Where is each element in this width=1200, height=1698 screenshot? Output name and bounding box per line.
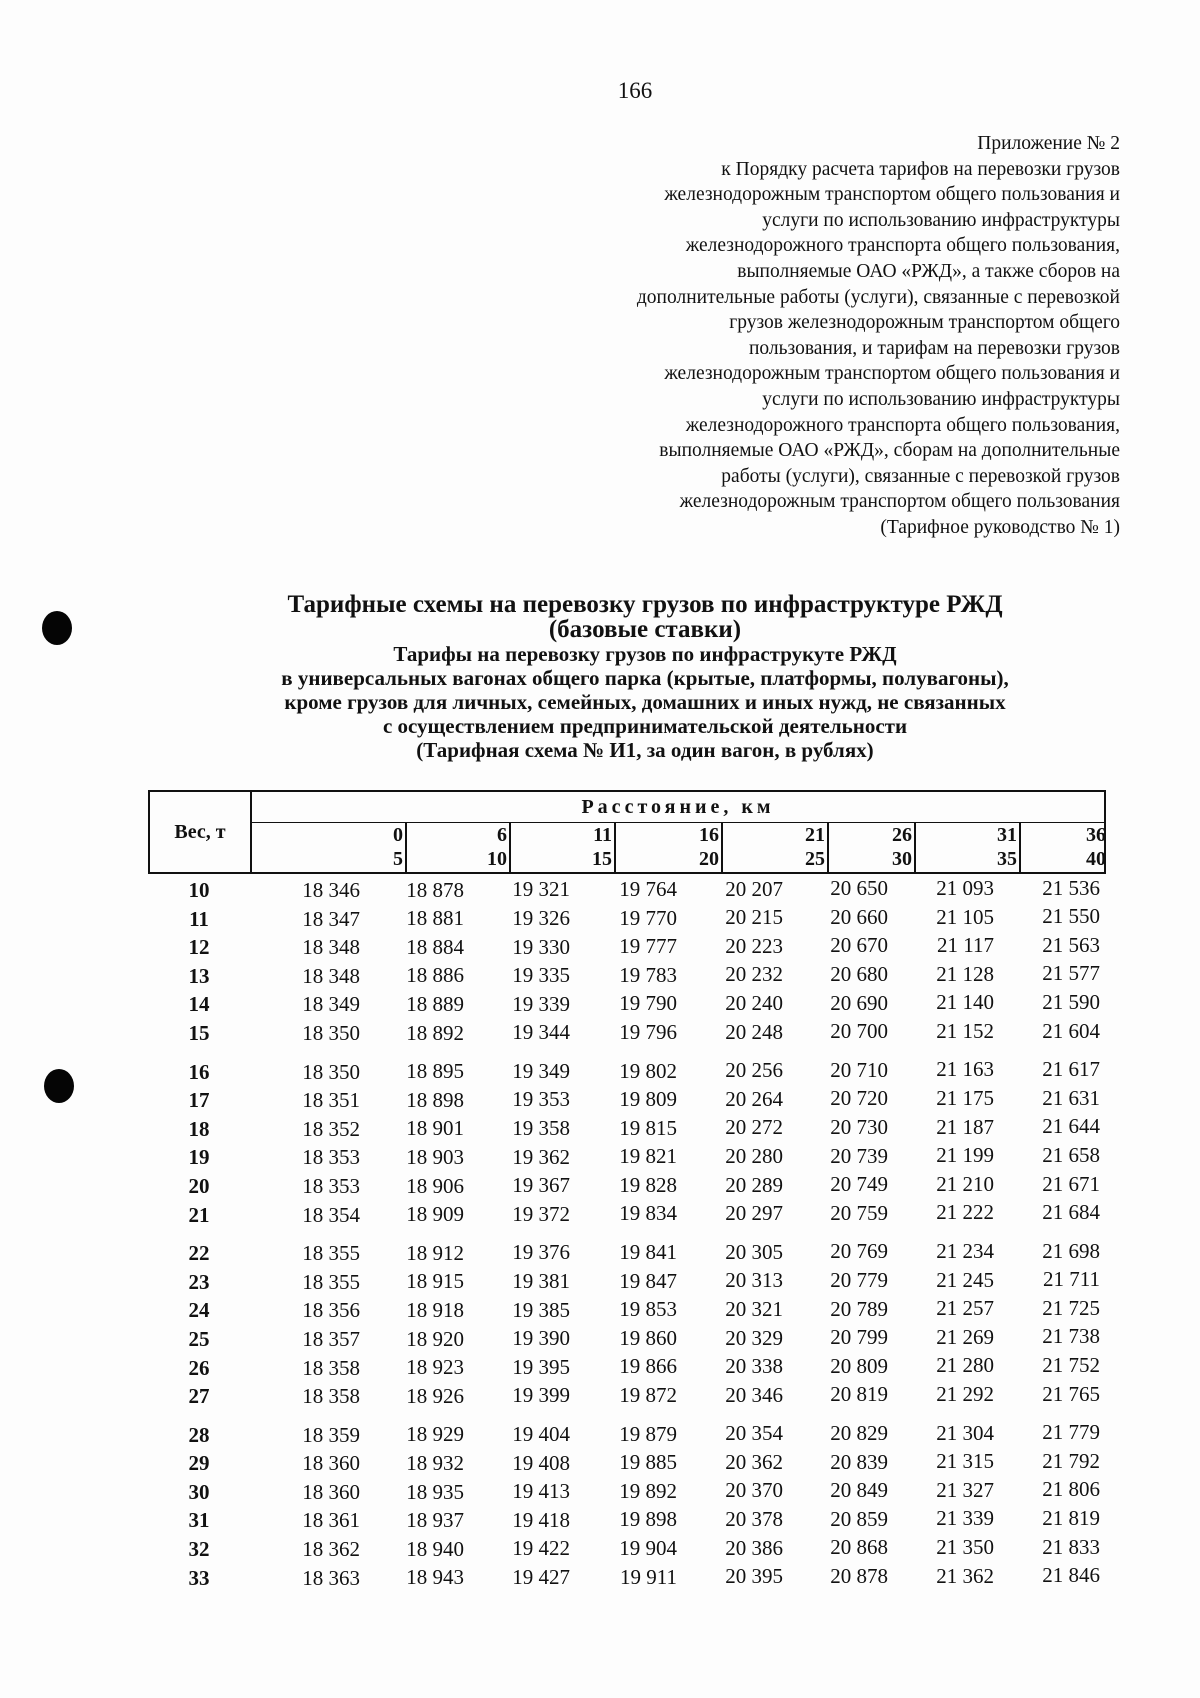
tariff-cell: 21 362 [936,1563,994,1588]
weight-cell: 27 [188,1384,210,1409]
appendix-line: железнодорожным транспортом общего пользования [679,491,1120,513]
tariff-cell: 21 752 [1042,1353,1100,1378]
tariff-cell: 20 354 [725,1421,783,1446]
appendix-line: железнодорожным транспортом общего пользования и [664,363,1120,385]
tariff-cell: 20 240 [725,990,783,1015]
title-line: Тарифные схемы на перевозку грузов по инфраструктуре РЖД [287,591,1003,618]
tariff-cell: 21 187 [936,1114,994,1139]
tariff-cell: 20 739 [830,1143,888,1168]
appendix-line: пользования, и тарифам на перевозки грузов [748,337,1120,359]
tariff-cell: 20 878 [830,1563,888,1588]
tariff-cell: 19 349 [512,1058,570,1083]
tariff-cell: 19 796 [619,1019,677,1044]
weight-cell: 19 [188,1145,210,1170]
table-row [148,1267,1108,1299]
tariff-cell: 21 292 [936,1382,994,1406]
tariff-cell: 18 362 [302,1537,360,1562]
tariff-cell: 19 866 [619,1354,677,1379]
weight-cell: 18 [188,1116,210,1141]
tariff-cell: 21 577 [1042,961,1100,986]
tariff-cell: 20 248 [725,1019,783,1044]
tariff-cell: 19 390 [512,1326,570,1351]
tariff-cell: 18 357 [302,1326,360,1351]
tariff-cell: 18 937 [406,1508,464,1533]
table-row [148,1508,1108,1537]
weight-cell: 15 [188,1020,210,1045]
tariff-cell: 21 684 [1042,1200,1100,1225]
tariff-cell: 19 790 [619,991,677,1016]
tariff-cell: 19 362 [512,1144,570,1169]
tariff-cell: 18 915 [406,1269,464,1294]
tariff-cell: 19 777 [619,934,677,959]
tariff-cell: 18 935 [406,1479,464,1504]
tariff-cell: 18 943 [406,1565,464,1590]
tariff-cell: 19 326 [512,905,570,930]
tariff-cell: 19 330 [512,934,570,959]
tariff-cell: 20 829 [830,1420,888,1445]
tariff-cell: 21 222 [936,1200,994,1225]
tariff-cell: 21 257 [936,1296,994,1321]
distance-range-header: 21 25 [807,823,829,872]
tariff-cell: 21 304 [936,1420,994,1445]
tariff-cell: 21 093 [936,875,994,900]
tariff-cell: 19 321 [512,877,570,902]
tariff-cell: 21 550 [1042,904,1100,929]
weight-cell: 11 [189,906,209,931]
tariff-cell: 21 315 [936,1449,994,1474]
tariff-cell: 21 117 [937,933,994,958]
appendix-line: (Тарифное руководство № 1) [880,516,1120,538]
weight-cell: 16 [188,1059,210,1084]
tariff-cell: 18 895 [406,1059,464,1084]
appendix-line: железнодорожным транспортом общего пользования и [664,184,1120,206]
tariff-cell: 19 809 [619,1087,677,1112]
weight-cell: 30 [188,1479,210,1504]
tariff-cell: 19 847 [619,1268,677,1293]
tariff-cell: 18 363 [302,1565,360,1590]
tariff-cell: 18 878 [406,877,464,902]
tariff-cell: 21 152 [936,1018,994,1043]
weight-cell: 20 [188,1173,210,1198]
tariff-cell: 20 289 [725,1172,783,1197]
tariff-cell: 19 372 [512,1201,570,1226]
table-row [148,1381,1108,1413]
tariff-cell: 20 779 [830,1267,888,1292]
tariff-cell: 20 395 [725,1564,783,1589]
tariff-cell: 20 223 [725,933,783,958]
tariff-cell: 21 280 [936,1353,994,1378]
tariff-cell: 20 789 [830,1296,888,1321]
tariff-cell: 20 232 [725,962,783,987]
subtitle-line: кроме грузов для личных, семейных, домашних и иных нужд, не связанных [284,690,1006,714]
weight-column-header: Вес, т [150,792,252,872]
tariff-cell: 20 272 [725,1115,783,1140]
distance-range-header: 6 10 [489,823,511,872]
tariff-cell: 20 215 [725,905,783,930]
tariff-cell: 19 381 [512,1269,570,1294]
weight-cell: 13 [188,963,210,988]
tariff-cell: 20 321 [725,1296,783,1321]
tariff-cell: 20 313 [725,1268,783,1293]
tariff-cell: 19 358 [512,1116,570,1141]
table-row [148,875,1108,907]
weight-cell: 17 [188,1088,210,1113]
tariff-cell: 20 849 [830,1478,888,1503]
appendix-line: к Порядку расчета тарифов на перевозки грузов [721,158,1120,180]
tariff-cell: 18 352 [302,1116,360,1141]
tariff-cell: 21 163 [936,1057,994,1082]
tariff-cell: 18 926 [406,1383,464,1408]
tariff-cell: 21 738 [1042,1324,1100,1349]
tariff-cell: 21 725 [1042,1295,1100,1320]
tariff-cell: 19 335 [512,963,570,988]
table-row [148,1085,1108,1117]
tariff-cell: 19 764 [619,876,677,901]
tariff-cell: 19 427 [512,1564,570,1589]
tariff-cell: 21 792 [1042,1448,1100,1473]
weight-cell: 14 [188,992,210,1017]
tariff-cell: 21 698 [1042,1238,1100,1263]
tariff-cell: 19 828 [619,1172,677,1197]
table-row [148,1563,1108,1595]
table-row [148,1353,1108,1385]
appendix-line: Приложение № 2 [977,133,1120,154]
subtitle-line: с осуществлением предпринимательской деятельности [382,714,908,738]
tariff-cell: 21 617 [1042,1057,1100,1082]
tariff-cell: 20 264 [725,1086,783,1111]
tariff-cell: 19 841 [619,1240,677,1265]
tariff-cell: 18 359 [302,1422,360,1447]
tariff-cell: 21 175 [936,1086,994,1111]
tariff-cell: 21 199 [936,1143,994,1168]
tariff-cell: 20 749 [830,1172,888,1197]
table-row [148,1238,1108,1270]
table-row [148,961,1108,993]
tariff-cell: 21 210 [936,1171,994,1196]
tariff-cell: 18 901 [406,1116,464,1141]
tariff-cell: 20 710 [830,1057,888,1082]
tariff-cell: 21 604 [1042,1018,1100,1043]
tariff-cell: 19 376 [512,1240,570,1265]
distance-range-header: 31 35 [999,823,1021,872]
tariff-cell: 19 404 [512,1422,570,1446]
tariff-cell: 20 346 [725,1382,783,1407]
tariff-cell: 18 354 [302,1202,360,1227]
tariff-cell: 19 879 [619,1421,677,1446]
tariff-cell: 20 305 [725,1239,783,1264]
table-row [148,1142,1108,1174]
table-row [148,1018,1108,1050]
tariff-table-header [148,790,1106,874]
distance-range-header: 36 40 [1086,824,1106,870]
tariff-cell: 18 929 [406,1422,464,1447]
table-row [148,1057,1108,1089]
distance-range-header: 11 15 [594,823,616,872]
tariff-cell: 20 329 [725,1325,783,1350]
subtitle-line: в универсальных вагонах общего парка (крытые, платформы, полувагоны), [281,666,1009,690]
tariff-cell: 19 911 [620,1564,677,1589]
appendix-line: железнодорожного транспорта общего пользования, [685,235,1120,257]
tariff-cell: 20 700 [830,1019,888,1044]
tariff-cell: 18 892 [406,1020,464,1045]
appendix-line: выполняемые ОАО «РЖД», а также сборов на [737,260,1120,282]
tariff-cell: 19 834 [619,1201,677,1226]
tariff-cell: 18 360 [302,1479,360,1504]
tariff-cell: 20 670 [830,933,888,958]
tariff-cell: 21 234 [936,1239,994,1264]
tariff-cell: 19 422 [512,1536,570,1561]
weight-cell: 12 [188,935,210,960]
tariff-cell: 20 799 [830,1325,888,1350]
table-row [148,989,1108,1021]
tariff-cell: 21 846 [1042,1563,1100,1588]
tariff-cell: 20 839 [830,1449,888,1474]
tariff-cell: 18 350 [302,1020,360,1045]
tariff-cell: 20 759 [830,1200,888,1225]
tariff-cell: 19 770 [619,905,677,930]
tariff-cell: 20 256 [725,1058,783,1083]
tariff-cell: 18 353 [302,1145,360,1170]
tariff-cell: 19 395 [512,1354,570,1379]
tariff-cell: 19 821 [619,1144,677,1169]
tariff-cell: 19 385 [512,1297,570,1322]
tariff-cell: 21 833 [1042,1534,1100,1559]
tariff-cell: 18 920 [406,1326,464,1351]
tariff-cell: 20 859 [830,1506,888,1531]
tariff-table-body [148,875,1108,1594]
tariff-cell: 18 355 [302,1241,360,1266]
tariff-cell: 19 815 [619,1115,677,1140]
tariff-cell: 18 923 [406,1355,464,1380]
weight-cell: 26 [188,1355,210,1380]
tariff-cell: 18 898 [406,1087,464,1112]
tariff-cell: 21 779 [1042,1420,1100,1445]
table-row [148,1420,1108,1452]
tariff-cell: 21 711 [1043,1267,1100,1292]
tariff-cell: 21 631 [1042,1085,1100,1110]
distance-column-header: Расстояние, км [252,792,1104,823]
tariff-cell: 19 344 [512,1020,570,1045]
tariff-cell: 18 909 [406,1202,464,1227]
tariff-cell: 20 386 [725,1535,783,1560]
tariff-cell: 20 730 [830,1115,888,1139]
tariff-cell: 18 358 [302,1355,360,1380]
tariff-cell: 21 819 [1042,1506,1100,1531]
tariff-cell: 20 809 [830,1353,888,1378]
appendix-line: выполняемые ОАО «РЖД», сборам на дополнительные [659,440,1120,462]
appendix-line: дополнительные работы (услуги), связанные с перевозкой [636,286,1120,308]
tariff-cell: 20 207 [725,876,783,901]
tariff-cell: 18 903 [406,1145,464,1169]
page-number: 166 [617,78,653,103]
title-line: (базовые ставки) [548,616,742,643]
tariff-cell: 21 327 [936,1477,994,1502]
appendix-line: услуги по использованию инфраструктуры [762,388,1120,410]
tariff-cell: 20 370 [725,1478,783,1503]
tariff-cell: 18 361 [302,1508,360,1533]
tariff-cell: 18 350 [302,1059,360,1084]
tariff-cell: 20 650 [830,876,888,901]
tariff-cell: 18 358 [302,1384,360,1409]
subtitle-line: (Тарифная схема № И1, за один вагон, в рублях) [416,738,874,762]
tariff-cell: 18 918 [406,1297,464,1322]
tariff-cell: 18 360 [302,1451,360,1476]
appendix-line: работы (услуги), связанные с перевозкой грузов [721,465,1120,487]
tariff-cell: 21 536 [1042,875,1100,900]
tariff-cell: 18 889 [406,992,464,1017]
tariff-cell: 20 690 [830,990,888,1015]
tariff-cell: 20 720 [830,1086,888,1111]
tariff-cell: 21 140 [936,990,994,1015]
tariff-cell: 18 881 [406,906,464,931]
weight-cell: 25 [188,1326,210,1351]
weight-cell: 24 [188,1298,210,1323]
tariff-cell: 20 868 [830,1535,888,1560]
tariff-cell: 19 399 [512,1383,570,1408]
weight-cell: 32 [188,1537,210,1562]
tariff-cell: 18 886 [406,963,464,988]
table-row [148,1114,1108,1146]
tariff-cell: 21 806 [1042,1477,1100,1502]
tariff-cell: 19 872 [619,1383,677,1408]
tariff-cell: 18 356 [302,1298,360,1323]
tariff-cell: 20 297 [725,1201,783,1226]
tariff-cell: 19 413 [512,1479,570,1504]
tariff-cell: 19 904 [619,1536,677,1561]
appendix-line: железнодорожного транспорта общего пользования, [685,414,1120,436]
tariff-cell: 21 128 [936,961,994,986]
tariff-cell: 20 769 [830,1239,888,1264]
tariff-cell: 18 347 [302,906,360,931]
appendix-line: услуги по использованию инфраструктуры [762,209,1120,231]
table-row [148,904,1108,936]
tariff-cell: 19 408 [512,1450,570,1475]
tariff-cell: 21 658 [1042,1142,1100,1167]
tariff-cell: 21 339 [936,1506,994,1531]
tariff-cell: 21 671 [1042,1171,1100,1196]
appendix-note [480,131,1120,541]
tariff-cell: 18 355 [302,1269,360,1294]
table-row [148,1171,1108,1203]
weight-cell: 33 [188,1565,210,1590]
tariff-cell: 18 912 [406,1240,464,1265]
tariff-cell: 19 898 [619,1507,677,1532]
table-row [148,1324,1108,1356]
tariff-cell: 20 660 [830,904,888,929]
tariff-cell: 19 860 [619,1325,677,1350]
table-row [148,932,1108,964]
tariff-cell: 19 853 [619,1297,677,1322]
tariff-cell: 18 349 [302,992,360,1017]
tariff-cell: 19 783 [619,962,677,987]
weight-cell: 22 [188,1241,210,1266]
weight-cell: 28 [188,1422,210,1447]
tariff-cell: 21 644 [1042,1114,1100,1139]
tariff-cell: 21 245 [936,1267,994,1292]
tariff-cell: 21 105 [936,904,994,929]
tariff-cell: 19 802 [619,1058,677,1083]
weight-cell: 31 [188,1508,210,1533]
tariff-cell: 21 563 [1042,932,1100,957]
table-row [148,1448,1108,1480]
tariff-cell: 19 367 [512,1173,570,1198]
table-row [148,1295,1108,1327]
tariff-cell: 19 353 [512,1087,570,1112]
tariff-cell: 18 348 [302,935,360,960]
weight-cell: 29 [188,1451,210,1476]
tariff-cell: 18 884 [406,934,464,959]
tariff-cell: 18 906 [406,1173,464,1198]
tariff-cell: 20 819 [830,1382,888,1407]
weight-cell: 10 [188,878,210,902]
tariff-cell: 21 765 [1042,1381,1100,1406]
tariff-cell: 18 346 [302,878,360,902]
tariff-cell: 19 892 [619,1478,677,1503]
tariff-cell: 18 348 [302,963,360,988]
tariff-cell: 19 418 [512,1507,570,1532]
tariff-cell: 20 378 [725,1507,783,1532]
tariff-cell: 18 932 [406,1450,464,1475]
tariff-cell: 21 350 [936,1534,994,1559]
table-row [148,1477,1108,1509]
weight-cell: 23 [188,1269,210,1294]
tariff-cell: 18 940 [406,1536,464,1561]
table-row [148,1200,1108,1232]
tariff-cell: 20 362 [725,1449,783,1474]
tariff-cell: 20 680 [830,962,888,987]
distance-range-header: 0 5 [385,823,407,872]
distance-range-header: 26 30 [894,823,916,872]
tariff-cell: 18 351 [302,1088,360,1113]
tariff-cell: 21 269 [936,1324,994,1349]
appendix-line: грузов железнодорожным транспортом общего [729,312,1120,334]
table-row [148,1534,1108,1566]
tariff-cell: 19 885 [619,1450,677,1475]
subtitle-line: Тарифы на перевозку грузов по инфраструкуте РЖД [393,642,897,666]
tariff-cell: 20 280 [725,1143,783,1168]
tariff-cell: 18 353 [302,1173,360,1198]
tariff-cell: 20 338 [725,1354,783,1379]
distance-range-header: 16 20 [701,823,723,872]
tariff-cell: 19 339 [512,991,570,1016]
weight-cell: 21 [188,1202,210,1227]
document-title [0,592,1200,762]
punch-hole [44,1069,74,1103]
tariff-cell: 21 590 [1042,989,1100,1014]
